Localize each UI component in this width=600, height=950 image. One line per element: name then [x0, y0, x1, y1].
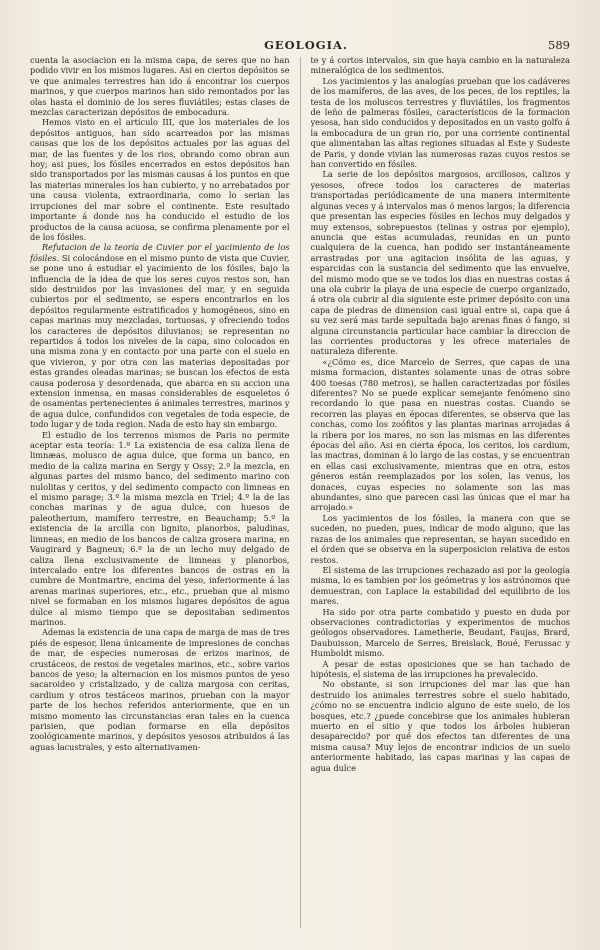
paragraph: A pesar de estas oposiciones que se han tachado de hipótesis, el sistema de las irrupciones ha prevalecido. [310, 658, 571, 679]
paragraph: Los yacimientos y las analogías prueban que los cadáveres de los mamíferos, de las aves, de los peces, de los reptiles, la testa de los moluscos terrestres y fluviátiles, los fragmentos de leño de palmeras fósiles, característicos de la formacion yesosa, han sido conducidos y depositados en un vasto golfo á la embocadura de un gran rio, por una corriente continental que alimentaban las altas regiones situadas al Este y Sudeste de Paris, y donde vivian las numerosas razas cuyos restos se han convertido en fósiles. [310, 75, 571, 170]
page-header [42, 38, 570, 54]
column-divider [300, 57, 301, 928]
running-title: GEOLOGIA. [264, 38, 348, 52]
paragraph: Hemos visto en el artículo III, que los materiales de los depósitos antiguos, han sido acarreados por las mismas causas que los de los depósitos actuales por las aguas del mar, de las fuentes y de los rios, obrando como obran aun hoy; asi pues, los fósiles encerrados en estos depósitos han sido transportados por las mismas causas á los puntos en que las materias minerales los han cubierto, y no arrebatados por una causa violenta, extraordinaria, como lo serian las irrupciones del mar sobre el continente. Este resultado importante á donde nos ha conducido el estudio de los productos de la causa acuosa, se confirma plenamente por el de los fósiles. [30, 117, 290, 242]
right-column [311, 55, 571, 928]
paragraph [30, 242, 290, 429]
paragraph: El sistema de las irrupciones rechazado asi por la geología misma, lo es tambien por los geómetras y los astrónomos que demuestran, con Laplace la estabilidad del equilibrio de los mares. [310, 564, 571, 607]
text-columns [30, 55, 570, 928]
paragraph: Ademas la existencia de una capa de marga de mas de tres piés de espesor, llena únicamente de impresiones de conchas de mar, de especies numerosas de erizos marinos, de crustáceos, de restos de vegetales marinos, etc., sobre varios bancos de yeso; la alternacion en los mismos puntos de yeso sacaroideo y cristalizado, y de caliza margosa con ceritas, cardium y otros testáceos marinos, prueban con la mayor parte de los hechos referidos anteriormente, que en un mismo momento las circunstancias eran tales en la cuenca parisien, que podian formarse en ella depósitos zoológicamente marinos, y depósitos yesosos atribuidos á las aguas lacustrales, y esto alternativamen- [30, 627, 290, 752]
paragraph: No obstante, si son irrupciones del mar las que han destruido los animales terrestres sobre el suelo habitado, ¿cómo no se encuentra indicio alguno de este suelo, de los bosques, etc.? ¿puede concebirse que los animales hubieran muerto en el sitio y que todos los árboles hubieran desaparecido? por qué dos efectos tan diferentes de una misma causa? Muy lejos de encontrar indicios de un suelo anteriormente habitado, las capas marinas y las capas de agua dulce [310, 679, 571, 773]
paragraph: «¿Cómo es, dice Marcelo de Serres, que capas de una misma formacion, distantes solamente unas de otras sobre 400 toesas (780 metros), se hallen caracterizadas por fósiles diferentes? No se puede explicar semejante fenómeno sino recordando lo que pasa en nuestras costas. Cuando se recorren las playas en épocas diferentes, se observa que las conchas, como los zoófitos y las plantas marinas arrojadas á la ribera por los mares, no son las mismas en las diferentes épocas del año. Asi en cierta época, los ceritos, los cardium, las mactras, dominan á lo largo de las costas, y se encuentran en ellas casi exclusivamente, mientras que en otra, estos géneros están reemplazados por los solen, las venus, los donaces, cuyas especies no solamente son las mas abundantes, sino que parecen casi las únicas que el mar ha arrojado.» [310, 356, 571, 513]
paragraph: Los yacimientos de los fósiles, la manera con que se suceden, no pueden, pues, indicar de modo alguno, que las razas de los animales que representan, se hayan sucedido en el órden que se observa en la superposicion relativa de estos restos. [310, 512, 571, 565]
paragraph: te y á cortos intervalos, sin que haya cambio en la naturaleza mineralógica de los sedimentos. [310, 55, 571, 76]
paragraph: El estudio de los terrenos mismos de Paris no permite aceptar esta teoría: 1.º La existencia de esa caliza llena de limnæas, molusco de agua dulce, que forma un banco, en medio de la caliza marina en Sergy y Ossy; 2.º la mezcla, en algunas partes del mismo banco, del sedimento marino con nulolitas y ceritos, y del sedimento compacto con limneas en el mismo parage; 3.º la misma mezcla en Triel; 4.º la de las conchas marinas y de agua dulce, con huesos de paleotherium, mamífero terrestre, en Beauchamp; 5.º la existencia de la arcilla con lignito, planorbos, paludinas, limneas, en medio de los bancos de caliza grosera marina, en Vaugirard y Bagneux; 6.º la de un lecho muy delgado de caliza llena exclusivamente de limneas y planorbos, intercalado entre los diferentes bancos de ostras en la cumbre de Montmartre, encima del yeso, inferiormente á las arenas marinas superiores, etc., etc., prueban que al mismo nivel se formaban en los mismos lugares depósitos de agua dulce al mismo tiempo que se depositaban sedimentos marinos. [30, 429, 290, 627]
left-column [30, 55, 290, 928]
paragraph: cuenta la asociacion en la misma capa, de seres que no han podido vivir en los mismos lugares. Asi en ciertos depósitos se ve que animales terrestres han ido á encontrar los cuerpos marinos, y que cuerpos marinos han sido remontados por las olas hasta el dominio de los seres fluviátiles; estas clases de mezclas caracterizan depósitos de embocadura. [30, 55, 290, 118]
section-heading: Refutacion de la teoría de Cuvier por el yacimiento de los fósiles. [30, 242, 290, 263]
paragraph-body: Si colocándose en el mismo punto de vista que Cuvier, se pone uno á estudiar el yacimiento de los fósiles, bajo la influencia de la idea de que los seres cuyos restos son, han sido destruidos por las invasiones del mar, y en seguida cubiertos por el sedimento, se espera encontrarlos en los depósitos regularmente estratificados y homogéneos, sino en capas marinas muy mezcladas, tortuosas, y ofreciendo todos los caracteres de depósitos diluvianos; se representan no repartidos á todos los niveles de la capa, sino colocados en una misma zona y en contacto por una parte con el suelo en que vivieron, y por otra con las materias depositadas por estas grandes oleadas marinas; se buscan los efectos de esta causa poderosa y desordenada, que abarca en su accion una extension inmensa, en masas considerables de esqueletos ó de osamentas pertenecientes á animales terrestres, marinos y de agua dulce, confundidos con vegetales de toda especie, de todo lugar y de toda region. Nada de esto hay sin embargo. [30, 252, 290, 430]
paragraph: Ha sido por otra parte combatido y puesto en duda por observaciones contradictorias y experimentos de muchos geólogos observadores. Lametherie, Beudant, Faujas, Brard, Daubuisson, Marcelo de Serres, Breislack, Boué, Ferussac y Humboldt mismo. [310, 606, 571, 659]
page-number: 589 [548, 38, 570, 52]
paragraph: La serie de los depósitos margosos, arcillosos, calizos y yesosos, ofrece todos los caracteres de materias transportadas periódicamente de una manera intermitente algunas veces y á intervalos mas ó menos largos; la diferencia que presentan las especies fósiles en lechos muy delgados y muy extensos, sobrepuestos (telinas y ostras por ejemplo), anuncia que estas acumuladas, reunidas en un punto cualquiera de la cuenca, han podido ser instantáneamente arrastradas por una agitacion insólita de las aguas, y esparcidas con la sustancia del sedimento que las envuelve, del mismo modo que se ve todos los dias en nuestras costas á una ola cubrir la playa de una especie de cuerpo organizado, á otra ola cubrir al dia siguiente este primer depósito con una capa de piedras de dimension casi igual entre si, capa que á su vez será mas tarde sepultada bajo arenas finas ó fango, si alguna circunstancia particular hace cambiar la direccion de las corrientes productoras y les ofrece materiales de naturaleza diferente. [310, 169, 571, 357]
